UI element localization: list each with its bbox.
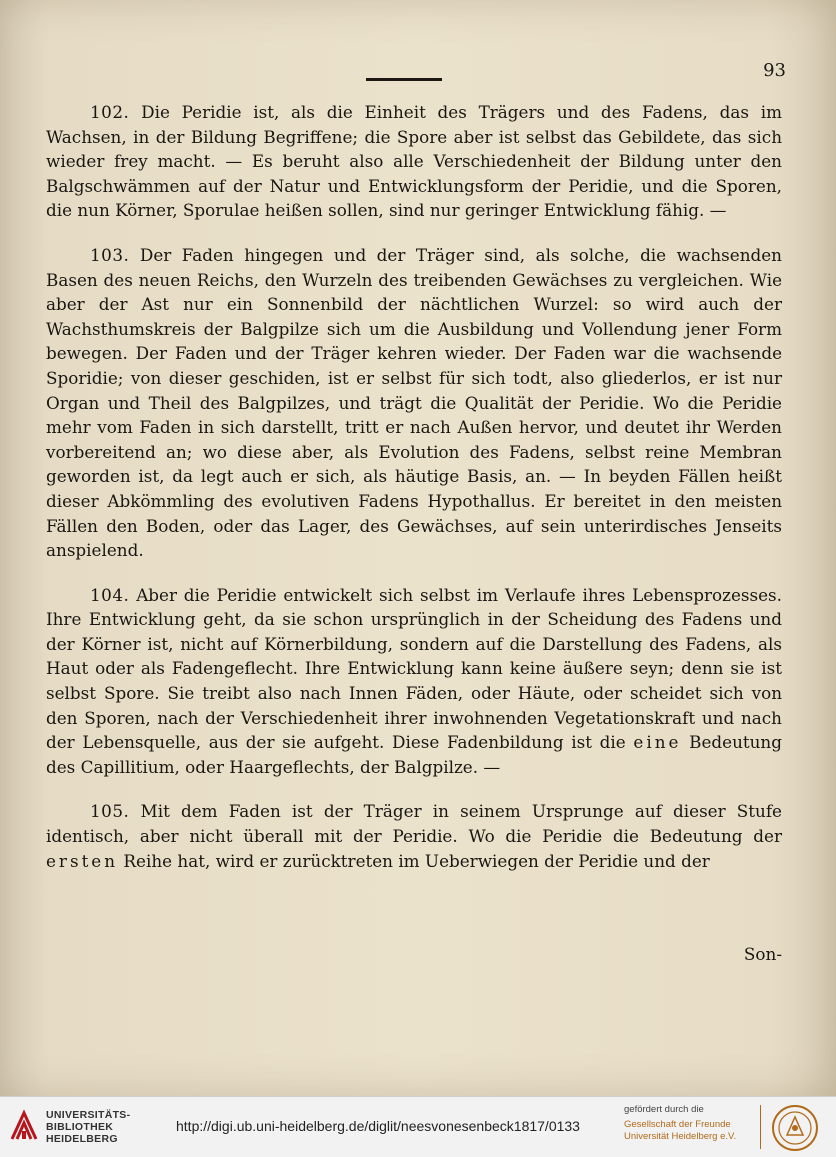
- emphasized-word: eine: [633, 732, 682, 753]
- sponsor-divider: [760, 1105, 761, 1149]
- sponsor-lead: gefördert durch die: [624, 1104, 704, 1115]
- paragraph-text: Mit dem Faden ist der Träger in seinem Ursprunge auf dieser Stufe identisch, aber nicht überall mit der Peridie. Wo die Peridie die Bedeutung der: [46, 801, 782, 847]
- paragraph-103: [46, 243, 782, 563]
- library-name: UNIVERSITÄTS- BIBLIOTHEK HEIDELBERG: [46, 1109, 131, 1145]
- body-text: [46, 100, 782, 873]
- library-logo-icon: [10, 1109, 38, 1143]
- emphasized-word: ersten: [46, 850, 119, 871]
- page-number: 93: [763, 60, 786, 81]
- paragraph-text: Bedeutung des Capillitium, oder Haargeflechts, der Balgpilze. —: [46, 732, 782, 777]
- sponsor-name: Gesellschaft der Freunde Universität Heidelberg e.V.: [624, 1119, 737, 1142]
- header-rule: [366, 78, 442, 81]
- paragraph-number: 102.: [90, 102, 130, 122]
- paragraph-105: [46, 799, 782, 873]
- footer-bar: [0, 1096, 836, 1157]
- paragraph-text: Reihe hat, wird er zurücktreten im Ueberwiegen der Peridie und der: [123, 850, 710, 871]
- university-seal-icon: [770, 1103, 820, 1153]
- paragraph-number: 103.: [90, 244, 130, 265]
- paragraph-104: [46, 583, 782, 780]
- paragraph-number: 104.: [90, 584, 130, 605]
- paragraph-text: Aber die Peridie entwickelt sich selbst im Verlaufe ihres Lebensprozesses. Ihre Entwicklung geht, da sie schon ursprünglich in der Scheidung des Fadens und der Körner ist, nicht auf Körnerbildung, sondern auf die Darstellung des Fadens, als Haut oder als Fadengeflecht. Ihre Entwicklung kann keine äußere seyn; denn sie ist selbst Spore. Sie treibt also nach Innen Fäden, oder Häute, oder scheidet sich von den Sporen, nach der Verschiedenheit ihrer inwohnenden Vegetationskraft und nach der Lebensquelle, aus der sie aufgeht. Diese Fadenbildung ist die: [46, 584, 782, 753]
- paragraph-number: 105.: [90, 801, 130, 822]
- paragraph-text: Der Faden hingegen und der Träger sind, als solche, die wachsenden Basen des neuen Reichs, den Wurzeln des treibenden Gewächses zu vergleichen. Wie aber der Ast nur ein Sonnenbild der nächtlichen Wurzel: so wird auch der Wachsthumskreis der Balgpilze sich um die Ausbildung und Vollendung jener Form bewegen. Der Faden und der Träger kehren wieder. Der Faden war die wachsende Sporidie; von dieser geschiden, ist er selbst für sich todt, also gliederlos, er ist nur Organ und Theil des Balgpilzes, und trägt die Qualität der Peridie. Wo die Peridie mehr vom Faden in sich darstellt, tritt er nach Außen hervor, und deutet ihr Werden vorbereitend an; wo diese aber, als Evolution des Fadens, selbst reine Membran geworden ist, da legt auch er sich, als häutige Basis, an. — In beyden Fällen heißt dieser Abkömmling des evolutiven Fadens Hypothallus. Er bereitet in den meisten Fällen den Boden, oder das Lager, des Gewächses, auf sein unterirdisches Jenseits anspielend.: [46, 244, 782, 561]
- paragraph-text: Die Peridie ist, als die Einheit des Trägers und des Fadens, das im Wachsen, in der Bildung Begriffene; die Spore aber ist selbst das Gebildete, das sich wieder frey macht. — Es beruht also alle Verschiedenheit der Bildung unter den Balgschwämmen auf der Natur und Entwicklungsform der Peridie, und die Sporen, die nun Körner, Sporulae heißen sollen, sind nur geringer Entwicklung fähig. —: [46, 102, 782, 221]
- permalink-url[interactable]: http://digi.ub.uni-heidelberg.de/diglit/neesvonesenbeck1817/0133: [176, 1118, 580, 1134]
- catchword: Son-: [743, 944, 782, 964]
- paragraph-102: [46, 100, 782, 223]
